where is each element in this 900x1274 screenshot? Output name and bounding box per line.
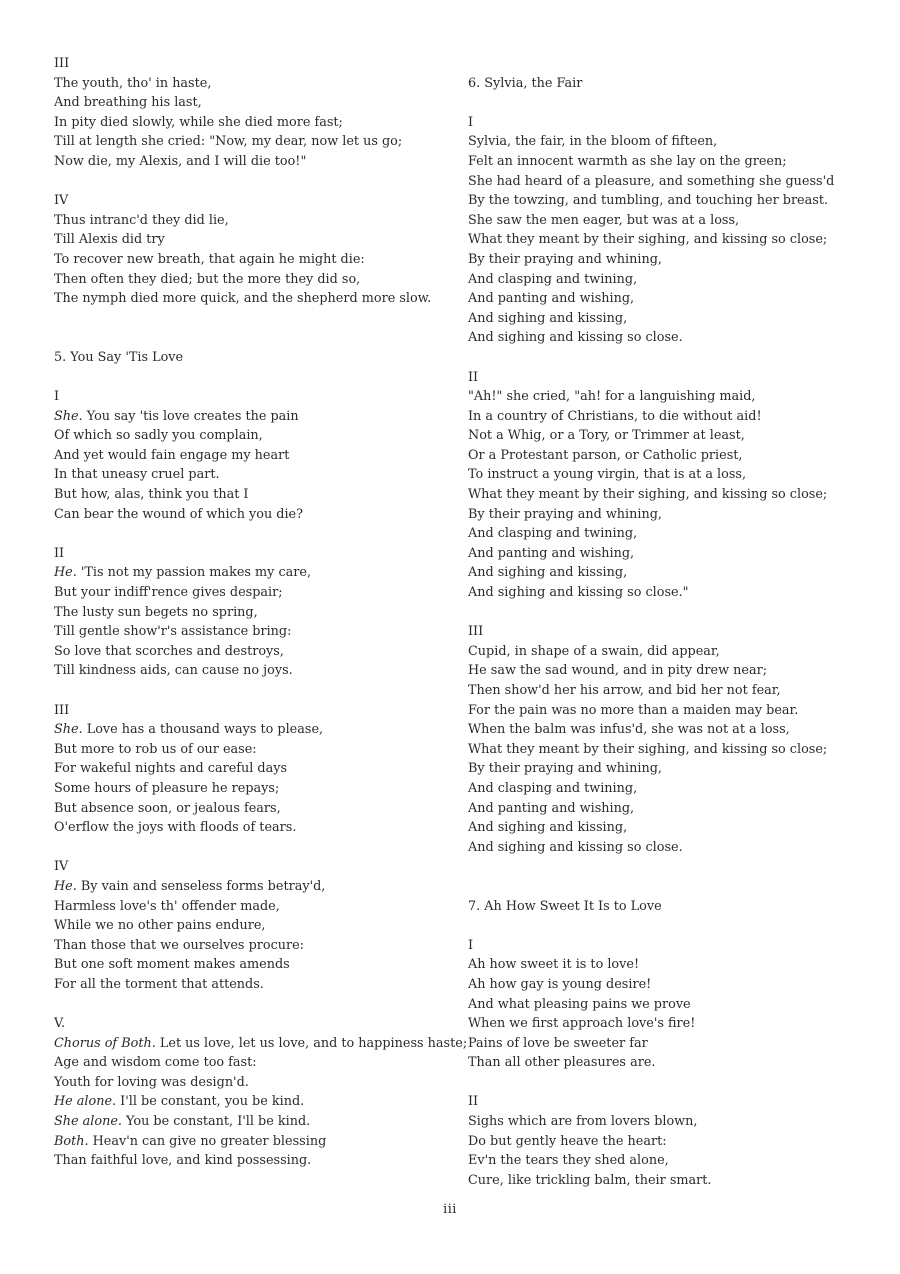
verse-text: By their praying and whining, — [468, 506, 662, 522]
verse-text: But absence soon, or jealous fears, — [54, 800, 281, 816]
verse-line — [54, 113, 454, 133]
verse-line — [54, 211, 454, 231]
verse-line — [468, 172, 878, 192]
verse-text: Ev'n the tears they shed alone, — [468, 1153, 669, 1169]
verse-text: But your indiff'rence gives despair; — [54, 585, 283, 601]
blank-line — [54, 524, 454, 544]
verse-line — [54, 74, 454, 94]
verse-text: . Love has a thousand ways to please, — [78, 722, 324, 738]
verse-text: For wakeful nights and careful days — [54, 761, 288, 777]
verse-text: Ah how gay is young desire! — [468, 976, 652, 992]
blank-line — [468, 54, 878, 74]
speaker-name: Chorus of Both — [54, 1035, 152, 1051]
verse-text: And breathing his last, — [54, 95, 202, 111]
verse-text: Of which so sadly you complain, — [54, 428, 263, 444]
blank-line — [468, 1073, 878, 1093]
verse-line — [468, 838, 878, 858]
verse-text: Till gentle show'r's assistance bring: — [54, 624, 292, 640]
verse-line — [468, 818, 878, 838]
verse-text: Felt an innocent warmth as she lay on the green; — [468, 153, 787, 169]
verse-line — [468, 583, 878, 603]
verse-text: . Let us love, let us love, and to happiness haste; — [151, 1035, 468, 1051]
speaker-name: He — [54, 565, 73, 581]
verse-line — [468, 661, 878, 681]
speaker-name: She — [54, 408, 79, 424]
stanza-number: III — [54, 56, 70, 71]
verse-line — [468, 524, 878, 544]
verse-text: . You be constant, I'll be kind. — [117, 1114, 311, 1130]
speaker-name: He alone — [54, 1094, 113, 1110]
verse-line — [468, 309, 878, 329]
right-column — [468, 54, 878, 1190]
verse-line — [54, 603, 454, 623]
verse-text: Till kindness aids, can cause no joys. — [54, 663, 293, 679]
verse-line — [468, 544, 878, 564]
verse-line — [468, 152, 878, 172]
page-number: iii — [443, 1202, 457, 1217]
speaker-name: She alone — [54, 1114, 118, 1130]
verse-line — [468, 779, 878, 799]
verse-line — [468, 505, 878, 525]
verse-line — [468, 563, 878, 583]
verse-text: For all the torment that attends. — [54, 976, 264, 992]
speaker-name: He — [54, 878, 73, 894]
verse-text: In pity died slowly, while she died more fast; — [54, 114, 343, 130]
verse-line — [54, 1034, 468, 1054]
verse-text: To recover new breath, that again he might die: — [54, 251, 365, 267]
blank-line — [468, 93, 878, 113]
verse-line — [468, 995, 878, 1015]
verse-text: "Ah!" she cried, "ah! for a languishing maid, — [468, 389, 756, 405]
verse-line — [54, 897, 454, 917]
verse-text: Sylvia, the fair, in the bloom of fifteen, — [468, 134, 718, 150]
verse-line — [54, 1151, 454, 1171]
stanza-number: IV — [54, 859, 69, 875]
verse-line — [54, 642, 454, 662]
verse-line — [468, 407, 878, 427]
verse-line — [468, 289, 878, 309]
verse-text: And panting and wishing, — [468, 800, 635, 816]
verse-text: Age and wisdom come too fast: — [54, 1055, 257, 1071]
verse-line — [468, 132, 878, 152]
verse-line — [54, 1092, 454, 1112]
verse-line — [54, 975, 454, 995]
verse-line — [54, 936, 454, 956]
verse-text: And sighing and kissing, — [468, 310, 628, 326]
verse-text: She saw the men eager, but was at a loss, — [468, 212, 740, 228]
verse-line — [54, 230, 454, 250]
blank-line — [468, 603, 878, 623]
blank-line — [468, 916, 878, 936]
verse-line — [54, 132, 454, 152]
verse-text: Pains of love be sweeter far — [468, 1035, 648, 1051]
verse-line — [468, 759, 878, 779]
verse-text: Sighs which are from lovers blown, — [468, 1114, 698, 1130]
verse-line — [468, 1014, 878, 1034]
verse-text: The nymph died more quick, and the shepherd more slow. — [54, 291, 432, 307]
verse-text: And sighing and kissing so close. — [468, 839, 683, 855]
stanza-number: I — [468, 937, 474, 953]
blank-line — [468, 877, 878, 897]
stanza-number: I — [54, 389, 60, 405]
verse-line — [54, 426, 454, 446]
verse-text: And panting and wishing, — [468, 545, 635, 561]
verse-text: The youth, tho' in haste, — [54, 75, 212, 91]
verse-line — [468, 975, 878, 995]
verse-line — [54, 818, 454, 838]
verse-line — [54, 407, 454, 427]
verse-text: Thus intranc'd they did lie, — [54, 212, 229, 228]
verse-text: What they meant by their sighing, and kissing so close; — [468, 741, 828, 757]
verse-line — [54, 1053, 454, 1073]
verse-text: Now die, my Alexis, and I will die too!" — [54, 153, 307, 169]
verse-text: And sighing and kissing, — [468, 820, 628, 836]
verse-text: And panting and wishing, — [468, 291, 635, 307]
verse-line — [468, 211, 878, 231]
verse-text: By their praying and whining, — [468, 251, 662, 267]
stanza-number: V. — [54, 1016, 66, 1032]
verse-line — [54, 955, 454, 975]
verse-line — [468, 465, 878, 485]
verse-line — [468, 681, 878, 701]
verse-line — [54, 740, 454, 760]
verse-text: . I'll be constant, you be kind. — [112, 1094, 305, 1110]
verse-line — [54, 916, 454, 936]
verse-line — [54, 779, 454, 799]
verse-text: Not a Whig, or a Tory, or Trimmer at least, — [468, 428, 745, 444]
verse-line — [468, 250, 878, 270]
verse-text: But how, alas, think you that I — [54, 487, 249, 503]
verse-text: Or a Protestant parson, or Catholic priest, — [468, 447, 743, 463]
stanza-number: II — [468, 1094, 479, 1110]
verse-text: By their praying and whining, — [468, 761, 662, 777]
verse-line — [468, 191, 878, 211]
stanza-number: IV — [54, 193, 69, 209]
verse-text: He saw the sad wound, and in pity drew near; — [468, 663, 768, 679]
stanza-number: III — [468, 624, 484, 640]
verse-text: To instruct a young virgin, that is at a loss, — [468, 467, 747, 483]
verse-line — [54, 270, 454, 290]
verse-text: When we first approach love's fire! — [468, 1016, 696, 1032]
verse-text: For the pain was no more than a maiden may bear. — [468, 702, 799, 718]
verse-text: Cupid, in shape of a swain, did appear, — [468, 643, 720, 659]
verse-line — [54, 93, 454, 113]
verse-text: When the balm was infus'd, she was not at a loss, — [468, 722, 790, 738]
verse-text: Youth for loving was design'd. — [54, 1074, 249, 1090]
verse-line — [54, 446, 454, 466]
verse-text: But more to rob us of our ease: — [54, 741, 257, 757]
verse-line — [54, 465, 454, 485]
verse-line — [54, 152, 454, 172]
speaker-name: Both — [54, 1133, 85, 1149]
verse-line — [468, 1151, 878, 1171]
verse-line — [54, 1073, 454, 1093]
stanza-number: II — [54, 545, 65, 561]
blank-line — [54, 995, 454, 1015]
verse-line — [54, 563, 454, 583]
verse-line — [54, 720, 454, 740]
verse-line — [468, 270, 878, 290]
verse-text: Do but gently heave the heart: — [468, 1133, 667, 1149]
verse-text: Can bear the wound of which you die? — [54, 506, 303, 522]
verse-text: What they meant by their sighing, and kissing so close; — [468, 487, 828, 503]
verse-text: And sighing and kissing so close. — [468, 330, 683, 346]
verse-text: And clasping and twining, — [468, 780, 638, 796]
verse-text: What they meant by their sighing, and kissing so close; — [468, 232, 828, 248]
verse-line — [54, 505, 454, 525]
verse-text: She had heard of a pleasure, and something she guess'd — [468, 173, 835, 189]
verse-text: The lusty sun begets no spring, — [54, 604, 258, 620]
verse-line — [468, 701, 878, 721]
blank-line — [54, 172, 454, 192]
verse-line — [468, 1053, 878, 1073]
verse-text: And sighing and kissing so close." — [468, 585, 689, 601]
blank-line — [54, 838, 454, 858]
verse-text: And clasping and twining, — [468, 526, 638, 542]
verse-line — [468, 1034, 878, 1054]
stanza-number: II — [468, 369, 479, 385]
verse-text: Than faithful love, and kind possessing. — [54, 1153, 312, 1169]
verse-text: And clasping and twining, — [468, 271, 638, 287]
stanza-number: III — [54, 702, 70, 718]
verse-text: Than all other pleasures are. — [468, 1055, 656, 1071]
verse-line — [468, 387, 878, 407]
verse-text: Then often they died; but the more they did so, — [54, 271, 361, 287]
blank-line — [468, 348, 878, 368]
verse-line — [468, 1171, 878, 1191]
verse-line — [468, 955, 878, 975]
verse-line — [54, 485, 454, 505]
verse-text: While we no other pains endure, — [54, 918, 266, 934]
verse-text: And yet would fain engage my heart — [54, 447, 290, 463]
verse-line — [468, 799, 878, 819]
verse-line — [54, 1112, 454, 1132]
verse-text: Then show'd her his arrow, and bid her not fear, — [468, 683, 781, 698]
verse-text: . 'Tis not my passion makes my care, — [72, 565, 312, 581]
verse-line — [468, 328, 878, 348]
verse-text: Till Alexis did try — [54, 232, 165, 248]
left-column — [54, 54, 468, 1171]
verse-text: . Heav'n can give no greater blessing — [84, 1133, 327, 1149]
verse-text: And what pleasing pains we prove — [468, 996, 691, 1012]
verse-line — [54, 799, 454, 819]
poem-title: 5. You Say 'Tis Love — [54, 349, 184, 365]
verse-line — [54, 1132, 454, 1152]
blank-line — [468, 857, 878, 877]
verse-text: Harmless love's th' offender made, — [54, 898, 280, 914]
verse-text: Ah how sweet it is to love! — [468, 957, 640, 973]
verse-line — [54, 759, 454, 779]
verse-line — [54, 661, 454, 681]
verse-line — [54, 622, 454, 642]
verse-line — [468, 1112, 878, 1132]
verse-text: Some hours of pleasure he repays; — [54, 780, 280, 796]
verse-line — [468, 720, 878, 740]
speaker-name: She — [54, 722, 79, 738]
verse-line — [468, 740, 878, 760]
poem-title: 6. Sylvia, the Fair — [468, 75, 583, 91]
verse-text: And sighing and kissing, — [468, 565, 628, 581]
verse-line — [468, 230, 878, 250]
verse-line — [54, 289, 454, 309]
blank-line — [54, 309, 454, 329]
verse-text: So love that scorches and destroys, — [54, 643, 284, 659]
blank-line — [54, 368, 454, 388]
verse-text: In that uneasy cruel part. — [54, 467, 220, 483]
stanza-number: I — [468, 114, 474, 130]
verse-text: O'erflow the joys with floods of tears. — [54, 820, 297, 836]
verse-text: Than those that we ourselves procure: — [54, 937, 304, 953]
verse-text: By the towzing, and tumbling, and touching her breast. — [468, 193, 829, 209]
verse-text: . You say 'tis love creates the pain — [78, 408, 299, 424]
verse-line — [468, 642, 878, 662]
verse-line — [54, 583, 454, 603]
verse-line — [468, 426, 878, 446]
verse-text: In a country of Christians, to die without aid! — [468, 408, 762, 424]
verse-line — [54, 877, 454, 897]
verse-line — [468, 446, 878, 466]
poem-title: 7. Ah How Sweet It Is to Love — [468, 898, 662, 914]
verse-text: Cure, like trickling balm, their smart. — [468, 1172, 712, 1188]
verse-line — [468, 1132, 878, 1152]
verse-text: . By vain and senseless forms betray'd, — [72, 878, 326, 894]
blank-line — [54, 328, 454, 348]
verse-text: But one soft moment makes amends — [54, 957, 290, 973]
verse-line — [54, 250, 454, 270]
blank-line — [54, 681, 454, 701]
verse-line — [468, 485, 878, 505]
verse-text: Till at length she cried: "Now, my dear, now let us go; — [54, 134, 403, 150]
